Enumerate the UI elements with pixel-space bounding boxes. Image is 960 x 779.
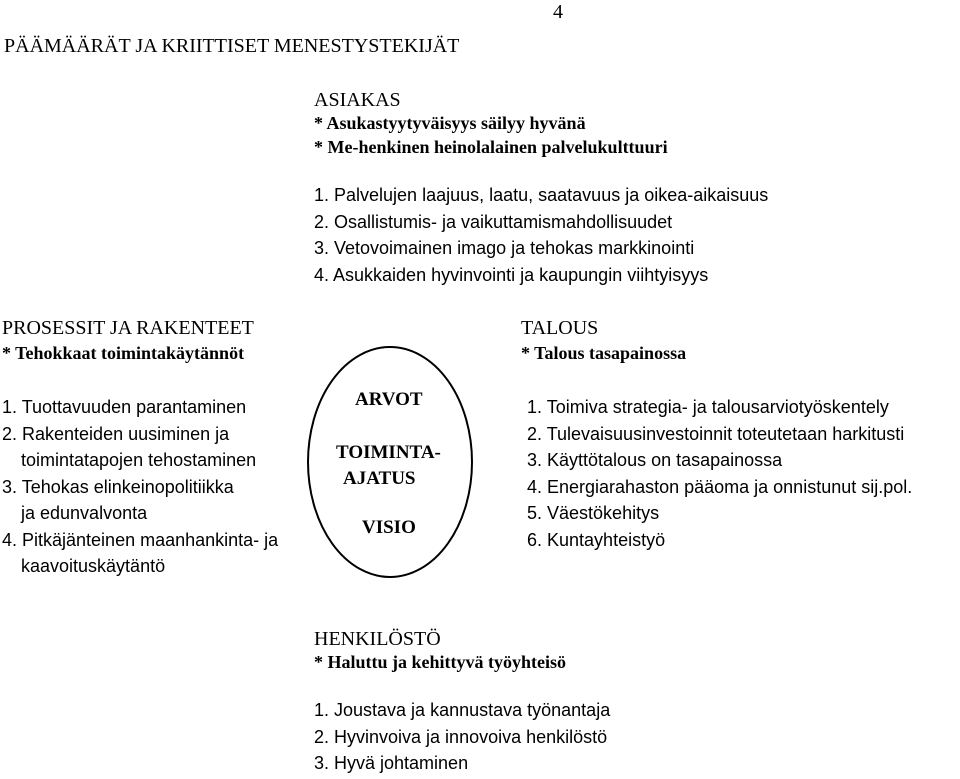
asiakas-section: [314, 88, 768, 288]
talous-section: [521, 316, 912, 553]
prosessit-item: 2. Rakenteiden uusiminen ja: [2, 423, 230, 444]
talous-item: 3. Käyttötalous on tasapainossa: [527, 450, 783, 470]
talous-item: 1. Toimiva strategia- ja talousarviotyöskentely: [527, 397, 889, 417]
arvot-label: ARVOT: [355, 389, 423, 410]
asiakas-heading: ASIAKAS: [314, 89, 401, 111]
prosessit-item: toimintatapojen tehostaminen: [21, 450, 257, 470]
henkilosto-item: 1. Joustava ja kannustava työnantaja: [314, 700, 611, 720]
henkilosto-heading: HENKILÖSTÖ: [314, 628, 441, 650]
visio-label: VISIO: [362, 517, 416, 538]
talous-item: 2. Tulevaisuusinvestoinnit toteutetaan harkitusti: [527, 423, 905, 444]
henkilosto-section: [314, 627, 610, 777]
toiminta-label-2: AJATUS: [343, 468, 416, 489]
prosessit-item: 1. Tuottavuuden parantaminen: [2, 397, 247, 417]
prosessit-item: 4. Pitkäjänteinen maanhankinta- ja: [2, 529, 279, 550]
talous-sub: * Talous tasapainossa: [521, 343, 687, 363]
talous-item: 5. Väestökehitys: [527, 503, 660, 523]
henkilosto-item: 2. Hyvinvoiva ja innovoiva henkilöstö: [314, 726, 608, 747]
page-title: PÄÄMÄÄRÄT JA KRIITTISET MENESTYSTEKIJÄT: [4, 35, 460, 57]
prosessit-item: kaavoituskäytäntö: [21, 556, 166, 576]
prosessit-item: 3. Tehokas elinkeinopolitiikka: [2, 476, 234, 497]
asiakas-item: 1. Palvelujen laajuus, laatu, saatavuus ja oikea-aikaisuus: [314, 185, 769, 205]
talous-item: 4. Energiarahaston pääoma ja onnistunut sij.pol.: [527, 476, 913, 497]
asiakas-sub-1: * Asukastyytyväisyys säilyy hyvänä: [314, 113, 586, 133]
prosessit-sub: * Tehokkaat toimintakäytännöt: [2, 343, 245, 363]
henkilosto-item: 3. Hyvä johtaminen: [314, 753, 469, 773]
talous-heading: TALOUS: [521, 317, 599, 339]
prosessit-section: [2, 316, 278, 580]
asiakas-sub-2: * Me-henkinen heinolalainen palvelukulttuuri: [314, 137, 668, 157]
henkilosto-sub: * Haluttu ja kehittyvä työyhteisö: [314, 652, 566, 672]
prosessit-heading: PROSESSIT JA RAKENTEET: [2, 317, 254, 339]
asiakas-item: 2. Osallistumis- ja vaikuttamismahdollisuudet: [314, 211, 673, 232]
page-number: 4: [553, 1, 563, 23]
asiakas-item: 4. Asukkaiden hyvinvointi ja kaupungin viihtyisyys: [314, 264, 709, 285]
talous-item: 6. Kuntayhteistyö: [527, 529, 666, 550]
toiminta-label-1: TOIMINTA-: [336, 442, 441, 463]
prosessit-item: ja edunvalvonta: [21, 503, 148, 523]
asiakas-item: 3. Vetovoimainen imago ja tehokas markkinointi: [314, 238, 695, 258]
